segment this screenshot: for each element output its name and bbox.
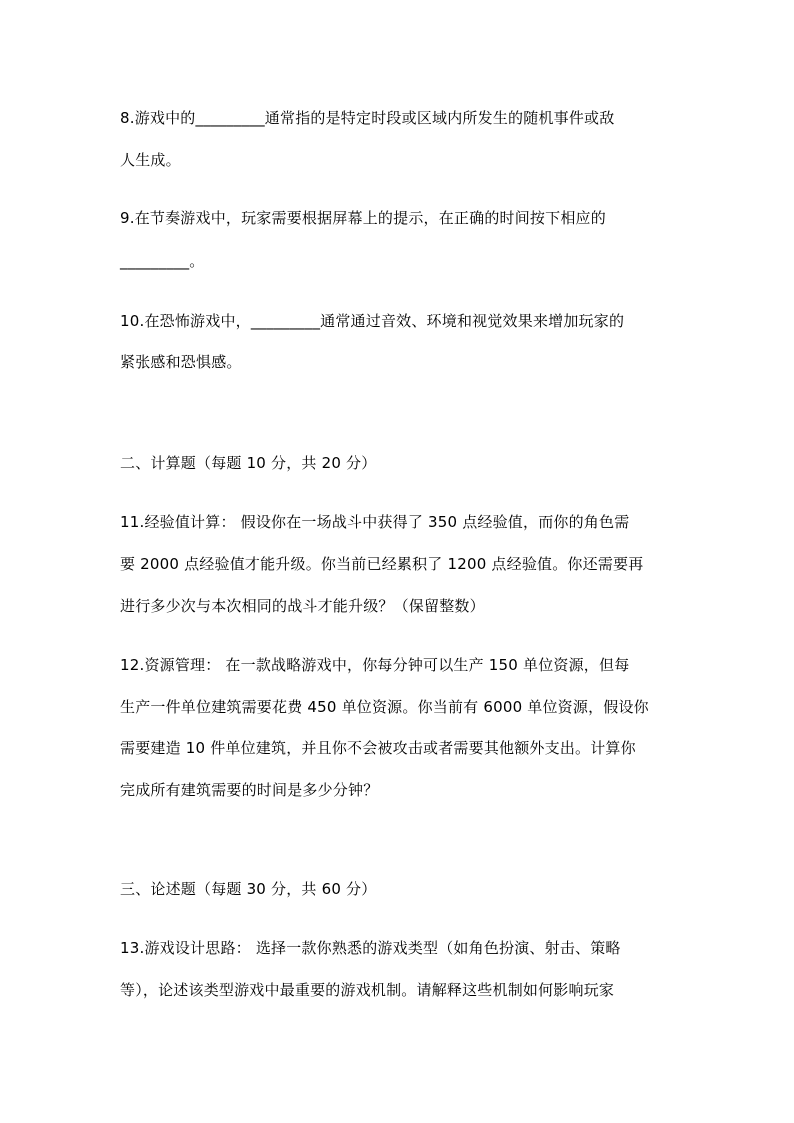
question-10-line-2: 紧张感和恐惧感。 [120, 353, 242, 371]
question-12-line-4: 完成所有建筑需要的时间是多少分钟？ [120, 781, 379, 799]
question-9-line-2: _________。 [120, 252, 205, 270]
question-11-line-2: 要 2000 点经验值才能升级。你当前已经累积了 1200 点经验值。你还需要再 [120, 555, 644, 573]
question-10-line-1: 10.在恐怖游戏中，_________通常通过音效、环境和视觉效果来增加玩家的 [120, 312, 625, 330]
question-12-line-2: 生产一件单位建筑需要花费 450 单位资源。你当前有 6000 单位资源，假设你 [120, 698, 649, 716]
question-8-line-1: 8.游戏中的_________通常指的是特定时段或区域内所发生的随机事件或敌 [120, 109, 615, 127]
question-13-line-2: 等），论述该类型游戏中最重要的游戏机制。请解释这些机制如何影响玩家 [120, 981, 615, 999]
section-3-heading: 三、论述题（每题 30 分，共 60 分） [120, 880, 377, 898]
question-12-line-1: 12.资源管理： 在一款战略游戏中，你每分钟可以生产 150 单位资源，但每 [120, 656, 630, 674]
section-2-heading: 二、计算题（每题 10 分，共 20 分） [120, 454, 377, 472]
question-13-line-1: 13.游戏设计思路： 选择一款你熟悉的游戏类型（如角色扮演、射击、策略 [120, 939, 621, 957]
question-12-line-3: 需要建造 10 件单位建筑，并且你不会被攻击或者需要其他额外支出。计算你 [120, 739, 636, 757]
question-11-line-3: 进行多少次与本次相同的战斗才能升级？（保留整数） [120, 597, 485, 615]
question-8-line-2: 人生成。 [120, 151, 181, 169]
question-9-line-1: 9.在节奏游戏中，玩家需要根据屏幕上的提示，在正确的时间按下相应的 [120, 209, 606, 227]
question-11-line-1: 11.经验值计算： 假设你在一场战斗中获得了 350 点经验值，而你的角色需 [120, 513, 630, 531]
